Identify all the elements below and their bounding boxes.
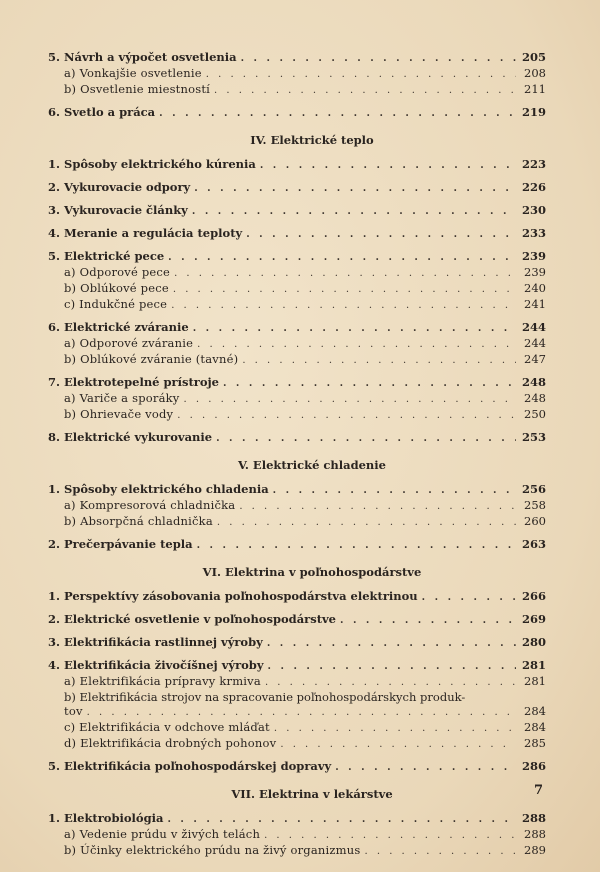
toc-entry-page: 205: [521, 50, 546, 64]
toc-entry-page: 253: [521, 430, 546, 444]
dot-leader: [260, 158, 516, 173]
toc-entry-text: a) Vedenie prúdu v živých telách: [64, 827, 261, 841]
toc-entry: [48, 430, 546, 446]
toc-entry: [48, 674, 546, 690]
toc-entry-page: 281: [521, 658, 546, 672]
dot-leader: [267, 636, 516, 651]
toc-entry: [48, 203, 546, 219]
toc-entry: [48, 66, 546, 82]
toc-entry-text: 5. Elektrifikácia poľnohospodárskej dopravy: [48, 759, 332, 773]
toc-entry-text: 4. Meranie a regulácia teploty: [48, 226, 243, 240]
toc-entry-page: 256: [521, 482, 546, 496]
toc-entry-page: 266: [521, 589, 546, 603]
toc-entry-page: 288: [524, 827, 546, 841]
toc-entry-page: 211: [524, 82, 546, 96]
dot-leader: [184, 392, 517, 407]
dot-leader: [177, 408, 516, 423]
toc-entry: [48, 811, 546, 827]
toc-entry-page: 248: [521, 375, 546, 389]
dot-leader: [274, 721, 516, 736]
toc-entry: [48, 281, 546, 297]
toc-entry: [48, 514, 546, 530]
section-heading: VII. Elektrina v lekárstve: [231, 787, 393, 801]
toc-entry: [48, 498, 546, 514]
toc-entry: [48, 320, 546, 336]
toc-entry-text: a) Odporové zváranie: [64, 336, 194, 350]
toc-entry: [48, 82, 546, 98]
toc-entry: [48, 589, 546, 605]
toc-entry-page: 239: [521, 249, 546, 263]
dot-leader: [193, 321, 516, 336]
toc-entry: [48, 482, 546, 498]
toc-entry-page: 233: [521, 226, 546, 240]
toc-entry-text: c) Indukčné pece: [64, 297, 168, 311]
section-heading: VI. Elektrina v poľnohospodárstve: [202, 565, 422, 579]
toc-entry-text: tov: [64, 704, 83, 718]
toc-entry-page: 286: [521, 759, 546, 773]
toc-entry-text: b) Absorpčná chladnička: [64, 514, 213, 528]
toc-entry: [48, 157, 546, 173]
toc-entry: [48, 720, 546, 736]
toc-entry: [48, 612, 546, 628]
dot-leader: [340, 613, 516, 628]
toc-section-4: [48, 157, 546, 446]
toc-entry: [48, 391, 546, 407]
dot-leader: [265, 675, 516, 690]
toc-entry-page: 263: [521, 537, 546, 551]
dot-leader: [217, 515, 516, 530]
dot-leader: [280, 737, 516, 752]
toc-entry-text: 2. Prečerpávanie tepla: [48, 537, 193, 551]
toc-entry: [48, 180, 546, 196]
toc-entry-text: b) Ohrievače vody: [64, 407, 174, 421]
toc-entry-text: a) Elektrifikácia prípravy krmiva: [64, 674, 261, 688]
toc-entry: [48, 265, 546, 281]
toc-entry-page: 285: [524, 736, 546, 750]
dot-leader: [174, 266, 516, 281]
dot-leader: [223, 376, 516, 391]
toc-entry-page: 208: [524, 66, 546, 80]
toc-entry-page: 244: [524, 336, 546, 350]
toc-entry-text: a) Odporové pece: [64, 265, 171, 279]
toc-entry-text: d) Elektrifikácia drobných pohonov: [64, 736, 277, 750]
toc-entry: [48, 827, 546, 843]
toc-entry-text: b) Oblúkové pece: [64, 281, 169, 295]
toc-entry-text: 6. Elektrické zváranie: [48, 320, 189, 334]
toc-entry-page: 244: [521, 320, 546, 334]
toc-section-5: [48, 482, 546, 553]
toc-entry: [48, 105, 546, 121]
dot-leader: [241, 51, 516, 66]
dot-leader: [246, 227, 516, 242]
toc-entry: [48, 843, 546, 859]
dot-leader: [173, 282, 516, 297]
table-of-contents: [48, 50, 546, 859]
toc-entry-text: 3. Vykurovacie články: [48, 203, 188, 217]
dot-leader: [197, 538, 516, 553]
toc-entry-text: a) Vonkajšie osvetlenie: [64, 66, 202, 80]
dot-leader: [242, 353, 516, 368]
toc-entry-page: 219: [521, 105, 546, 119]
toc-entry: [48, 658, 546, 674]
toc-entry-page: 226: [521, 180, 546, 194]
toc-entry-text: a) Kompresorová chladnička: [64, 498, 236, 512]
toc-entry-text: 1. Spôsoby elektrického chladenia: [48, 482, 269, 496]
toc-entry-page: 223: [521, 157, 546, 171]
toc-entry-page: 284: [524, 720, 546, 734]
dot-leader: [335, 760, 516, 775]
dot-leader: [239, 499, 516, 514]
toc-entry-text: b) Účinky elektrického prúdu na živý organizmus: [64, 843, 361, 857]
dot-leader: [159, 106, 516, 121]
dot-leader: [422, 590, 516, 605]
toc-entry-text: 1. Spôsoby elektrického kúrenia: [48, 157, 256, 171]
section-heading: V. Elektrické chladenie: [238, 458, 386, 472]
page-number: 7: [534, 783, 544, 798]
dot-leader: [214, 83, 516, 98]
toc-entry: [48, 249, 546, 265]
toc-section-7: [48, 811, 546, 859]
toc-entry-text: 1. Perspektívy zásobovania poľnohospodárstva elektrinou: [48, 589, 418, 603]
toc-entry-text: 4. Elektrifikácia živočíšnej výroby: [48, 658, 264, 672]
dot-leader: [168, 250, 516, 265]
dot-leader: [192, 204, 516, 219]
toc-entry-text: 5. Návrh a výpočet osvetlenia: [48, 50, 237, 64]
toc-entry-text: 1. Elektrobiológia: [48, 811, 164, 825]
toc-entry-page: 230: [521, 203, 546, 217]
toc-entry-text: 7. Elektrotepelné prístroje: [48, 375, 219, 389]
toc-entry-text: 3. Elektrifikácia rastlinnej výroby: [48, 635, 263, 649]
dot-leader: [171, 298, 516, 313]
toc-entry: [48, 352, 546, 368]
toc-entry-page: 258: [524, 498, 546, 512]
toc-entry: [48, 336, 546, 352]
toc-section-6: [48, 589, 546, 690]
dot-leader: [273, 483, 516, 498]
toc-entry-page: 289: [524, 843, 546, 857]
toc-entry-page: 241: [524, 297, 546, 311]
toc-entry-wrapped-line: b) Elektrifikácia strojov na spracovanie poľnohospodárskych produk-: [64, 690, 466, 704]
toc-entry-text: 2. Elektrické osvetlenie v poľnohospodárstve: [48, 612, 336, 626]
toc-entry: [48, 704, 546, 720]
toc-entry-page: 240: [524, 281, 546, 295]
toc-entry-page: 260: [524, 514, 546, 528]
toc-entry-page: 288: [521, 811, 546, 825]
dot-leader: [364, 844, 516, 859]
toc-entry-text: b) Osvetlenie miestností: [64, 82, 211, 96]
toc-entry-text: a) Variče a sporáky: [64, 391, 180, 405]
toc-entry: [48, 407, 546, 423]
toc-entry: [48, 50, 546, 66]
toc-top-group: [48, 50, 546, 121]
toc-entry-page: 239: [524, 265, 546, 279]
toc-section-6-cont: [48, 720, 546, 775]
toc-entry: [48, 759, 546, 775]
toc-entry-text: 8. Elektrické vykurovanie: [48, 430, 213, 444]
dot-leader: [206, 67, 516, 82]
toc-entry-text: 5. Elektrické pece: [48, 249, 165, 263]
toc-entry: [48, 635, 546, 651]
dot-leader: [87, 705, 516, 720]
toc-entry: [48, 736, 546, 752]
toc-entry-text: 6. Svetlo a práca: [48, 105, 156, 119]
toc-entry-page: 269: [521, 612, 546, 626]
toc-entry: [48, 537, 546, 553]
dot-leader: [264, 828, 516, 843]
toc-entry-page: 281: [524, 674, 546, 688]
toc-entry-page: 247: [524, 352, 546, 366]
toc-entry-text: b) Oblúkové zváranie (tavné): [64, 352, 239, 366]
toc-entry-page: 284: [524, 704, 546, 718]
toc-entry-text: 2. Vykurovacie odpory: [48, 180, 191, 194]
toc-entry-page: 280: [521, 635, 546, 649]
toc-entry: [48, 226, 546, 242]
dot-leader: [216, 431, 516, 446]
toc-entry-page: 250: [524, 407, 546, 421]
toc-entry: [48, 375, 546, 391]
toc-entry-text: c) Elektrifikácia v odchove mláďat: [64, 720, 270, 734]
toc-entry: [48, 297, 546, 313]
dot-leader: [197, 337, 516, 352]
toc-entry-page: 248: [524, 391, 546, 405]
dot-leader: [194, 181, 516, 196]
dot-leader: [167, 812, 516, 827]
dot-leader: [268, 659, 516, 674]
section-heading: IV. Elektrické teplo: [250, 133, 374, 147]
